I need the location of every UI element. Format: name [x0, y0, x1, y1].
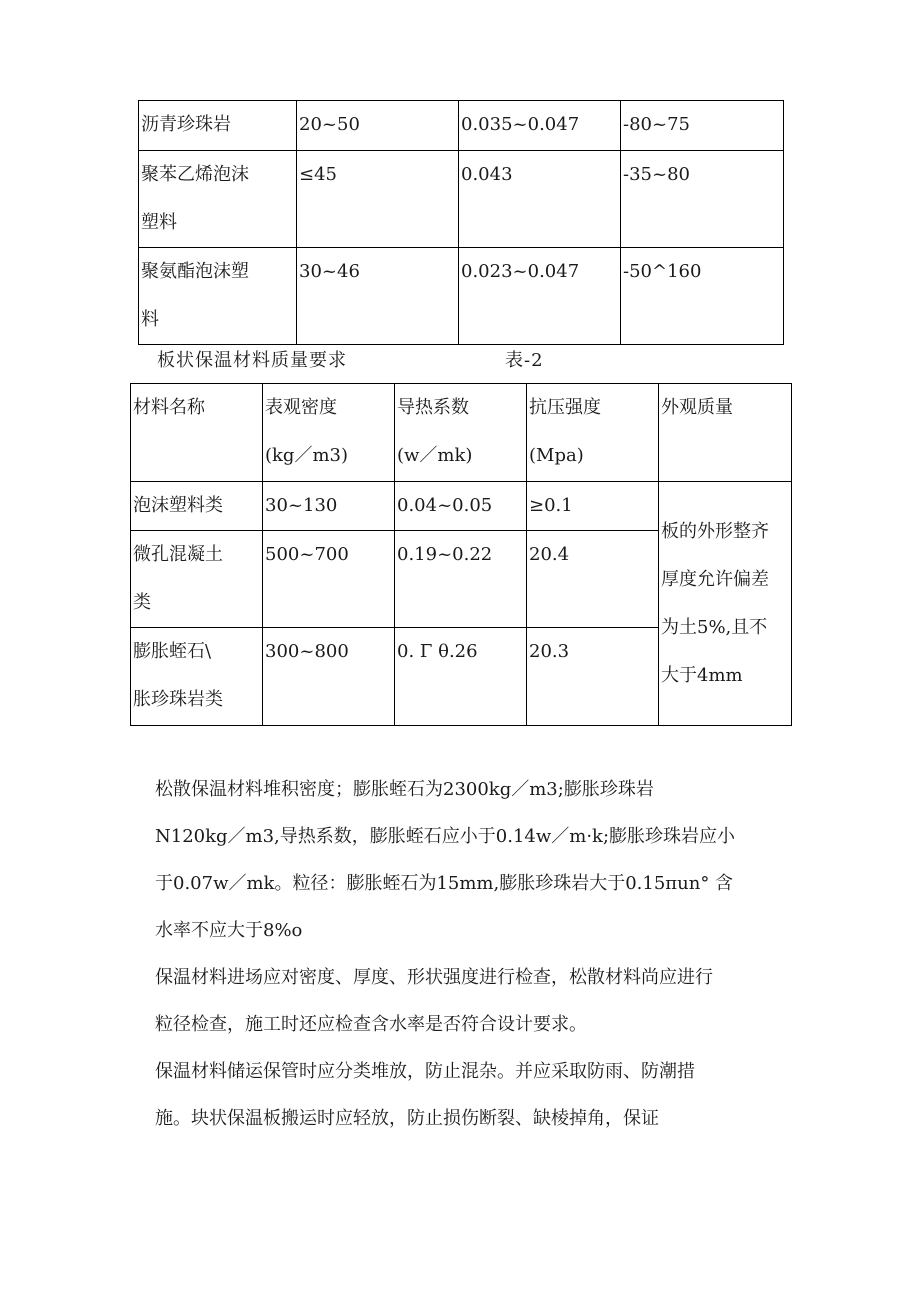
paragraph-line: 于0.07w／mk。粒径：膨胀蛭石为15mm,膨胀珍珠岩大于0.15πun° 含 — [155, 873, 734, 894]
material-name-cell: 沥青珍珠岩 — [139, 101, 297, 151]
paragraph-line: 松散保温材料堆积密度；膨胀蛭石为2300kg／m3;膨胀珍珠岩 — [155, 779, 654, 800]
table-row — [131, 482, 792, 531]
strength-cell: 20.3 — [527, 628, 659, 726]
paragraph-line: N120kg／m3,导热系数，膨胀蛭石应小于0.14w／m·k;膨胀珍珠岩应小 — [155, 826, 736, 847]
table-row — [139, 248, 784, 345]
paragraph-storage — [155, 1055, 795, 1149]
table-row — [139, 151, 784, 248]
material-name-cell: 膨胀蛭石\ 胀珍珠岩类 — [131, 628, 263, 726]
material-name-cell: 泡沫塑料类 — [131, 482, 263, 531]
paragraph-line: 水率不应大于8%o — [155, 920, 303, 941]
conductivity-cell: 0. Γ θ.26 — [395, 628, 527, 726]
header-appearance: 外观质量 — [659, 384, 792, 482]
temperature-cell: -35~80 — [621, 151, 784, 248]
density-cell: 500~700 — [263, 531, 395, 628]
header-material-name: 材料名称 — [131, 384, 263, 482]
temperature-cell: -80~75 — [621, 101, 784, 151]
material-name-cell: 微孔混凝土 类 — [131, 531, 263, 628]
conductivity-cell: 0.043 — [459, 151, 621, 248]
conductivity-cell: 0.035~0.047 — [459, 101, 621, 151]
density-cell: 30~130 — [263, 482, 395, 531]
density-cell: 300~800 — [263, 628, 395, 726]
conductivity-cell: 0.023~0.047 — [459, 248, 621, 345]
conductivity-cell: 0.04~0.05 — [395, 482, 527, 531]
table-caption-number: 表-2 — [505, 350, 544, 371]
paragraph-line: 粒径检查，施工时还应检查含水率是否符合设计要求。 — [155, 1014, 587, 1035]
table-header-row — [131, 384, 792, 482]
density-cell: 20~50 — [297, 101, 459, 151]
table-row — [139, 101, 784, 151]
paragraph-inspection — [155, 961, 795, 1055]
material-name-cell: 聚苯乙烯泡沫 塑料 — [139, 151, 297, 248]
paragraph-loose-insulation — [155, 773, 795, 961]
paragraph-line: 施。块状保温板搬运时应轻放，防止损伤断裂、缺棱掉角，保证 — [155, 1108, 659, 1129]
material-table-1 — [138, 100, 784, 345]
strength-cell: 20.4 — [527, 531, 659, 628]
temperature-cell: -50^160 — [621, 248, 784, 345]
material-name-cell: 聚氨酯泡沫塑 料 — [139, 248, 297, 345]
strength-cell: ≥0.1 — [527, 482, 659, 531]
appearance-cell: 板的外形整齐 厚度允许偏差 为土5%,且不 大于4mm — [659, 482, 792, 726]
density-cell: ≤45 — [297, 151, 459, 248]
material-table-2 — [130, 383, 792, 726]
header-strength: 抗压强度 (Mpa) — [527, 384, 659, 482]
density-cell: 30~46 — [297, 248, 459, 345]
header-conductivity: 导热系数 (w／mk) — [395, 384, 527, 482]
conductivity-cell: 0.19~0.22 — [395, 531, 527, 628]
paragraph-line: 保温材料进场应对密度、厚度、形状强度进行检查，松散材料尚应进行 — [155, 967, 713, 988]
table-caption-title: 板状保温材料质量要求 — [157, 350, 347, 371]
paragraph-line: 保温材料储运保管时应分类堆放，防止混杂。并应采取防雨、防潮措 — [155, 1061, 695, 1082]
header-density: 表观密度 (kg／m3) — [263, 384, 395, 482]
